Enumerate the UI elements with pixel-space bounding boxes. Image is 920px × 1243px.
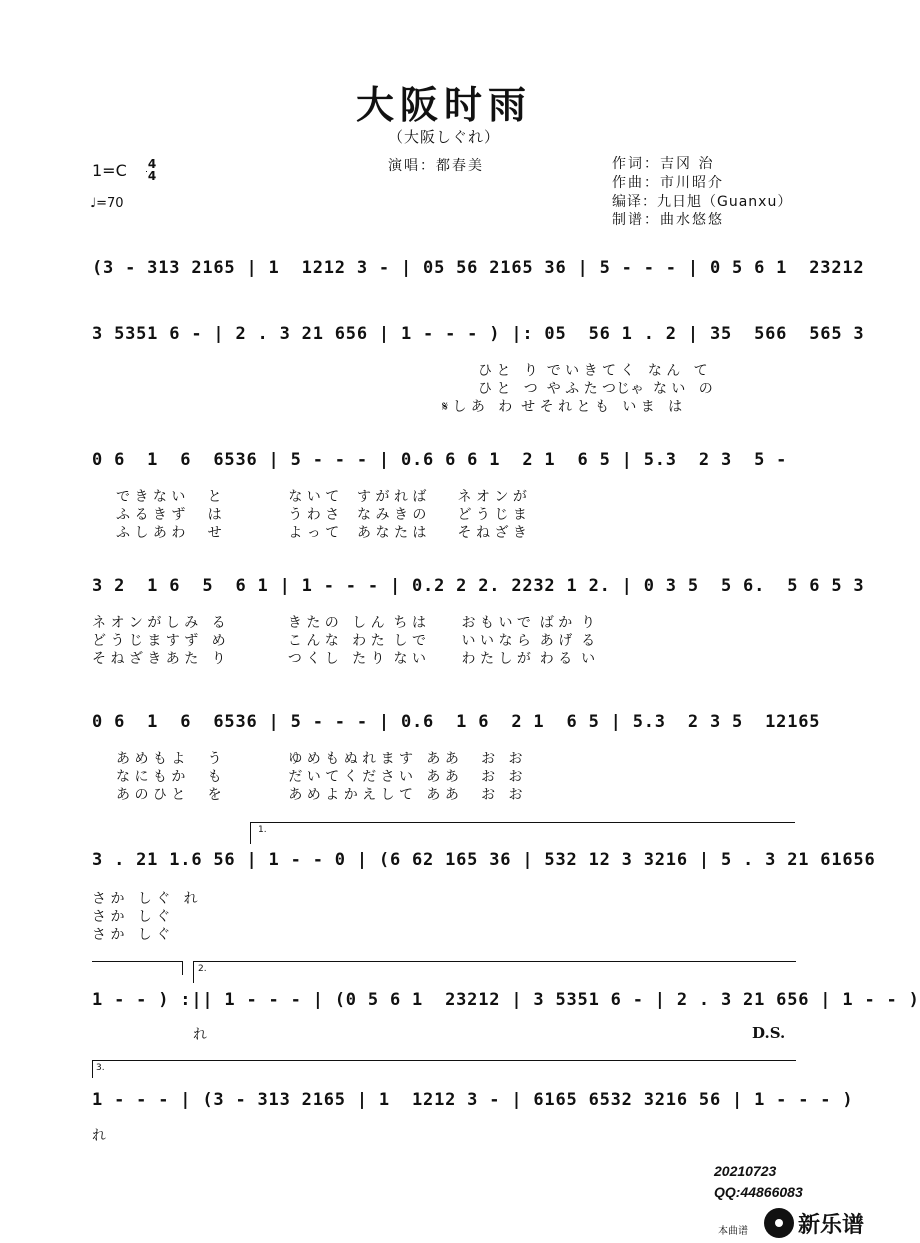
notation-row-6: 3 . 21 1.6 56 | 1 - - 0 | (6 62 165 36 | 532 12 3 3216 | 5 . 3 21 61656	[92, 850, 876, 870]
lyric-row-3-verse-3: ふ し あ わ せ よ っ て あ な た は そ ね ざ き	[116, 525, 527, 541]
lyric-row-5-verse-1: あ め も よ う ゆ め も ぬ れ ま す あ あ お お	[116, 751, 523, 767]
time-signature-bottom: 4	[147, 169, 157, 183]
key-signature: 1=C	[92, 161, 127, 180]
volta-2-number: 2.	[198, 964, 207, 974]
lyric-row-3-verse-1: で き な い と な い て す が れ ば ネ オ ン が	[116, 489, 527, 505]
notation-row-5: 0 6 1 6 6536 | 5 - - - | 0.6 1 6 2 1 6 5 | 5.3 2 3 5 12165	[92, 712, 821, 732]
brand-name: 新乐谱	[798, 1213, 865, 1238]
staff-row-2	[92, 324, 865, 352]
vinyl-logo-icon	[764, 1208, 794, 1238]
notation-row-3: 0 6 1 6 6536 | 5 - - - | 0.6 6 6 1 2 1 6 5 | 5.3 2 3 5 -	[92, 450, 788, 470]
tempo-marking: ♩=70	[90, 196, 124, 211]
volta-1-number: 1.	[258, 825, 267, 835]
notation-row-8: 1 - - - | (3 - 313 2165 | 1 1212 3 - | 6165 6532 3216 56 | 1 - - - )	[92, 1090, 854, 1110]
volta-1-end	[182, 961, 183, 975]
staff-row-8	[92, 1090, 854, 1118]
song-subtitle: （大阪しぐれ）	[387, 128, 500, 146]
staff-row-6	[92, 850, 876, 878]
lyric-row-2-verse-1: ひ と り で い き て く な ん て	[478, 363, 708, 379]
notation-row-4: 3 2 1 6 5 6 1 | 1 - - - | 0.2 2 2. 2232 1 2. | 0 3 5 5 6. 5 6 5 3	[92, 576, 865, 596]
lyricist-credit: 作词：吉冈 治	[612, 156, 715, 172]
notation-row-7: 1 - - ) :|| 1 - - - | (0 5 6 1 23212 | 3 5351 6 - | 2 . 3 21 656 | 1 - - )	[92, 990, 920, 1010]
volta-1-bracket	[250, 822, 251, 844]
singer-credit: 演唱：都春美	[388, 158, 484, 174]
volta-2-line	[193, 961, 796, 962]
volta-3-bracket	[92, 1060, 93, 1078]
lyric-row-2-verse-2: ひ と つ や ふ た つじゃ な い の	[478, 381, 713, 397]
lyric-row-6-verse-3: さ か し ぐ	[92, 927, 171, 943]
lyric-row-5-verse-3: あ の ひ と を あ め よ か え し て あ あ お お	[116, 787, 523, 803]
brand-prefix: 本曲谱	[718, 1226, 748, 1237]
song-title: 大阪时雨	[355, 82, 532, 127]
transcriber-credit: 制谱：曲水悠悠	[612, 212, 724, 228]
lyric-row-4-verse-2: ど う じ ま す ず め こ ん な わ た し で い い な ら あ げ る	[92, 633, 596, 649]
lyric-row-2-verse-3: 𝄋 し あ わ せ そ れ と も い ま は	[442, 399, 683, 415]
lyric-row-6-verse-1: さ か し ぐ れ	[92, 891, 198, 907]
date-stamp: 20210723	[714, 1163, 777, 1179]
notation-row-1: (3 - 313 2165 | 1 1212 3 - | 05 56 2165 36 | 5 - - - | 0 5 6 1 23212	[92, 258, 865, 278]
lyric-row-8-verse-1: れ	[92, 1128, 106, 1144]
time-signature-top: 4	[147, 157, 157, 171]
qq-contact: QQ:44866083	[714, 1184, 803, 1200]
staff-row-4	[92, 576, 865, 604]
dal-segno-marking: D.S.	[752, 1024, 786, 1042]
lyric-row-4-verse-3: そ ね ざ き あ た り つ く し た り な い わ た し が わ る い	[92, 651, 596, 667]
composer-credit: 作曲：市川昭介	[612, 175, 724, 191]
volta-3-line	[92, 1060, 796, 1061]
arranger-credit: 编译：九日旭（Guanxu）	[612, 194, 793, 210]
lyric-row-7-verse-1: れ	[193, 1027, 207, 1043]
staff-row-3	[92, 450, 808, 478]
staff-row-5	[92, 712, 821, 740]
lyric-row-4-verse-1: ネ オ ン が し み る き た の し ん ち は お も い で ば か り	[92, 615, 596, 631]
volta-1-line	[250, 822, 795, 823]
volta-2-bracket	[193, 961, 194, 983]
lyric-row-6-verse-2: さ か し ぐ	[92, 909, 171, 925]
volta-3-number: 3.	[96, 1063, 105, 1073]
lyric-row-3-verse-2: ふ る き ず は う わ さ な み き の ど う じ ま	[116, 507, 527, 523]
staff-row-7	[92, 990, 920, 1018]
notation-row-2: 3 5351 6 - | 2 . 3 21 656 | 1 - - - ) |: 05 56 1 . 2 | 35 566 565 3	[92, 324, 865, 344]
staff-row-1	[92, 258, 865, 286]
lyric-row-5-verse-2: な に も か も だ い て く だ さ い あ あ お お	[116, 769, 523, 785]
volta-1-continuation	[92, 961, 182, 962]
time-signature	[146, 158, 158, 182]
